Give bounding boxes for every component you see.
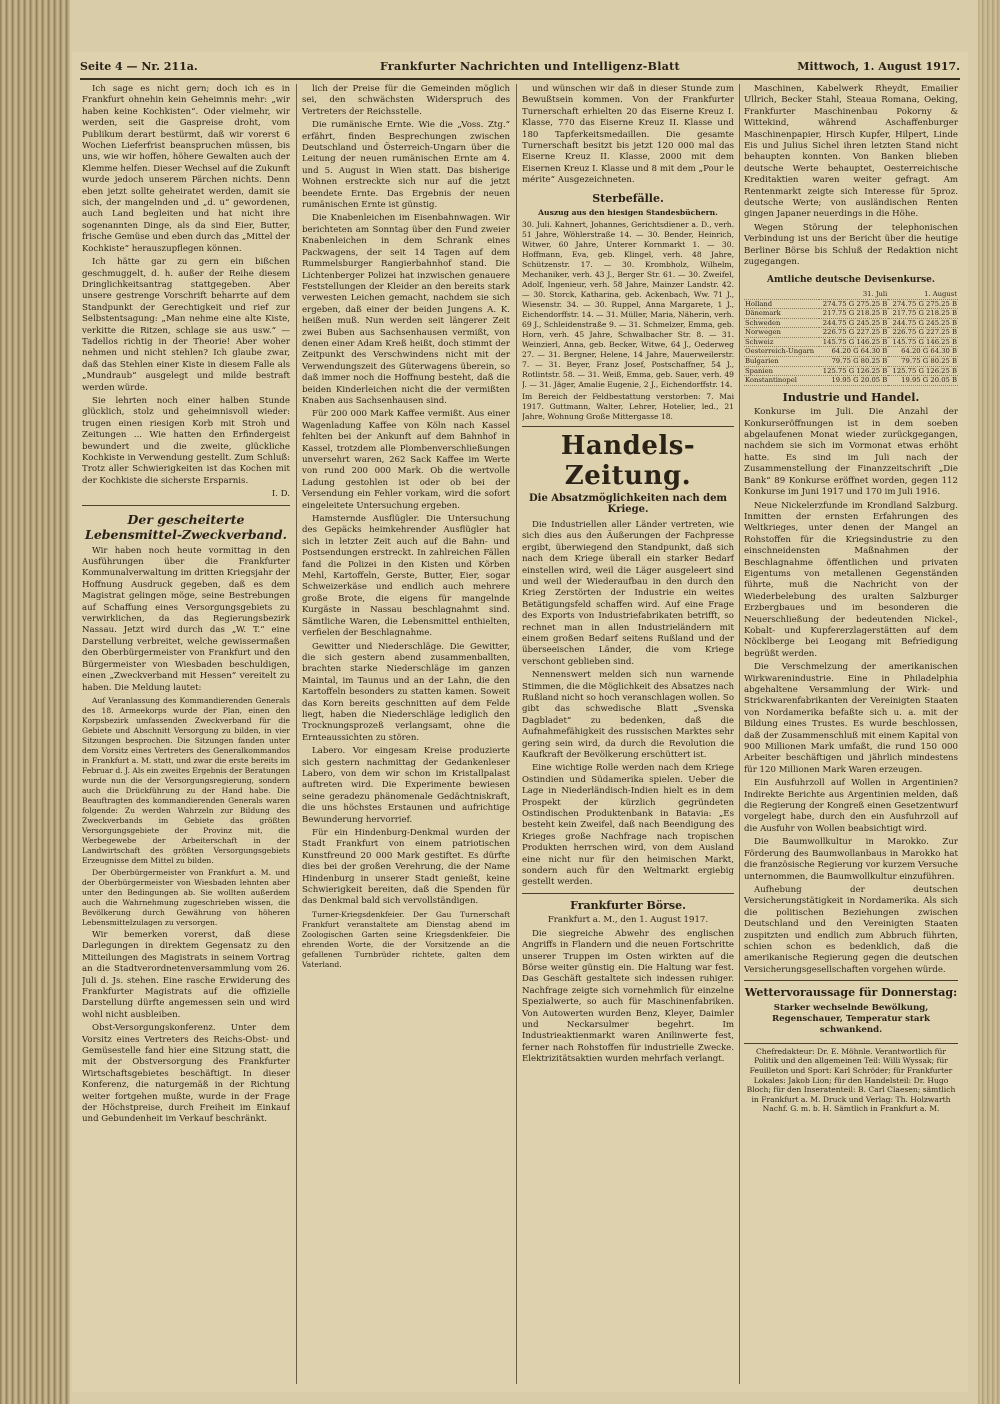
article-text: und wünschen wir daß in dieser Stunde zum Bewußtsein kommen. Von der Frankfurter Turnerschaft erhielten 20 das Eiserne Kreuz I. Klasse, 770 das Eiserne Kreuz II. Klasse und 180 Tapferkeitsmedaillen. Die gesamte Turnerschaft besitzt bis jetzt 120 000 mal das Eiserne Kreuz II. Klasse, 2000 mit dem Eisernen Kreuz I. Klasse und 8 mit dem „Pour le mérite“ Ausgezeichneten.: [522, 84, 734, 186]
column-1: [82, 84, 290, 1384]
deaths-note: Im Bereich der Feldbestattung verstorben: 7. Mai 1917. Guttmann, Walter, Lehrer, Hotelier, led., 21 Jahre, Wohnung Große Mittergasse 18.: [522, 392, 734, 422]
exchange-rate: 274.75 G 275.25 B: [819, 299, 889, 309]
article-text: Die Baumwollkultur in Marokko. Zur Förderung des Baumwollanbaus in Marokko hat die französische Regierung vor kurzem Versuche unternommen, die Baumwollkultur einzuführen.: [744, 837, 958, 882]
table-header: [744, 290, 819, 299]
table-row: [744, 309, 958, 319]
article-signature: I. D.: [271, 489, 290, 500]
book-binding: [0, 0, 70, 1404]
exchange-rate: 217.75 G 218.25 B: [888, 309, 958, 319]
article-text: Hamsternde Ausflügler. Die Untersuchung des Gepäcks heimkehrender Ausflügler hat sich in letzter Zeit auch auf die Bahn- und Postsendungen erstreckt. In zahlreichen Fällen fand die Polizei in den Kisten und Körben Mehl, Kartoffeln, Gerste, Butter, Eier, sogar Schweizerkäse und endlich auch mehrere große Brote, die eigens für mangelnde Kurgäste in Nassau beschlagnahmt sind. Sämtliche Waren, die Lebensmittel enthielten, verfielen der Beschlagnahme.: [302, 514, 510, 639]
article-text: Maschinen, Kabelwerk Rheydt, Emailier Ullrich, Becker Stahl, Steaua Romana, Oeking, Frankfurter Maschinenbau Pokorny & Wittekind, während Aschaffenburger Maschinenpapier, Hirsch Kupfer, Hilpert, Linde Eis und Julius Sichel ihren letzten Stand nicht behaupten konnten. Von Banken blieben deutsche Werte behauptet, Oesterreichische Kreditaktien waren weiter gefragt. Am Rentenmarkt zeigte sich Interesse für 5proz. deutsche Werte; von ausländischen Renten gingen Japaner neuerdings in die Höhe.: [744, 84, 958, 220]
exchange-rate: 274.75 G 275.25 B: [888, 299, 958, 309]
table-row: [744, 357, 958, 367]
article-headline: Die Absatzmöglichkeiten nach dem Kriege.: [528, 493, 728, 516]
article-text: Nennenswert melden sich nun warnende Stimmen, die die Möglichkeit des Absatzes nach Rußland nicht so hoch veranschlagen wollen. So gibt das schwedische Blatt „Svenska Dagbladet“ zu bedenken, daß die Aufnahmefähigkeit des russischen Marktes sehr gering sein wird, da durch die Revolution die Kaufkraft der Bevölkerung erschüttert ist.: [522, 670, 734, 760]
devisen-table: [744, 290, 958, 386]
table-row: [744, 318, 958, 328]
currency-name: Norwegen: [744, 328, 819, 338]
article-text: Labero. Vor eingesam Kreise produzierte sich gestern nachmittag der Gedankenleser Labero, von dem wir schon im Kristallpalast auftreten wird. Die Experimente bewiesen seine geradezu phänomenale Gedächtniskraft, die uns höchstes Erstaunen und aufrichtige Bewunderung hervorrief.: [302, 746, 510, 825]
deaths-subtitle: Auszug aus den hiesigen Standesbüchern.: [538, 208, 718, 218]
article-text: Sie lehrten noch einer halben Stunde glücklich, stolz und geheimnisvoll wieder: trugen einen riesigen Korb mit Stroh und Zeitungen ... Wie hatten den Erfindergeist bewundert und die zweite, glückliche Kochkiste in Verwendung gestellt. Zum Schluß: Trotz aller Schwierigkeiten ist das Kochen mit der Kochkiste die sicherste Ersparnis.: [82, 395, 290, 486]
currency-name: Bulgarien: [744, 357, 819, 367]
article-text: Gewitter und Niederschläge. Die Gewitter, die sich gestern abend zusammenballten, brachten starke Niederschläge im ganzen Maintal, im Taunus und an der Lahn, die den Kartoffeln besonders zu statten kamen. Soweit das Korn bereits geschnitten auf dem Felde liegt, haben die Niederschläge lediglich den Trocknungsprozeß verlangsamt, ohne die Ernteaussichten zu stören.: [302, 641, 510, 743]
table-row: [744, 366, 958, 376]
article-text: Ich sage es nicht gern; doch ich es in Frankfurt ohnehin kein Geheimnis mehr: „wir haben keine Kochkisten“. Oder vielmehr, wir werden, seit die Gaspreise droht, vom Publikum derart bestürmt, daß wir vorerst 6 Wochen Lieferfrist beanspruchen müssen, bis uns, wie wir hoffen, höhere Gewalten auch der Klemme helfen. Dieser Wechsel auf die Zukunft wurde jedoch unserem Pärchen nichts. Denn eben jetzt sollte geheiratet werden, damit sie sich, der mangelnden und „d. u“ gewordenen, auch Land begleiten und hat nicht ihre sogenannten Dinge, als da sind Eier, Butter, frische Gemüse und eben durch das „Mittel der Kochkiste“ herauszupflegen können.: [82, 84, 290, 254]
imprint: Chefredakteur: Dr. E. Möhnle. Verantwortlich für Politik und den allgemeinen Teil: Willi Wyssak; für Feuilleton und Sport: Karl Schröder; für Frankfurter Lokales: Jakob Lion; für den Handelsteil: Dr. Hugo Bloch; für den Inseratenteil: B. Carl Claesen; sämtlich in Frankfurt a. M. Druck und Verlag: Th. Holzwarth Nachf. G. m. b. H. Sämtlich in Frankfurt a. M.: [744, 1043, 958, 1114]
section-heading-deaths: Sterbefälle.: [592, 191, 664, 205]
exchange-rate: 244.75 G 245.25 B: [819, 318, 889, 328]
article-text: Obst-Versorgungskonferenz. Unter dem Vorsitz eines Vertreters des Reichs-Obst- und Gemüsestelle fand hier eine Sitzung statt, die mit der Obstversorgung des Frankfurter Wirtschaftsgebietes beschäftigt. In dieser Konferenz, die naturgemäß in der Richtung weiter fortgehen mußte, wurde in der Frage der Höchstpreise, durch Freiheit im Einkauf und Gebundenheit im Verkauf beschränkt.: [82, 1023, 290, 1125]
table-header: 31. Juli: [819, 290, 889, 299]
currency-name: Holland: [744, 299, 819, 309]
exchange-rate: 79.75 G 80.25 B: [819, 357, 889, 367]
article-text: lich der Preise für die Gemeinden möglich sei, den schwächsten Widerspruch des Vertreters der Reichsstelle.: [302, 84, 510, 117]
section-title-handels-zeitung: Handels-Zeitung.: [560, 431, 696, 492]
article-text: Ein Ausfuhrzoll auf Wollen in Argentinien? Indirekte Berichte aus Argentinien melden, daß die Regierung der Kongreß einen Gesetzentwurf vorgelegt habe, durch den ein Ausfuhrzoll auf die Ausfuhr von Wollen beabsichtigt wird.: [744, 778, 958, 834]
table-row: [744, 337, 958, 347]
masthead-rule: [80, 78, 960, 80]
weather-forecast: Starker wechselnde Bewölkung, Regenschauer, Temperatur stark schwankend.: [772, 1002, 930, 1036]
article-text: Eine wichtige Rolle werden nach dem Kriege Ostindien und Südamerika spielen. Ueber die Lage in Niederländisch-Indien hielt es in dem Prospekt der kürzlich gegründeten Ostindischen Produktenbank in Batavia: „Es besteht kein Zweifel, daß nach Beendigung des Krieges große Nachfrage nach tropischen Produkten herrschen wird, von dem Ausland eine nicht nur für den heimischen Markt, sondern auch für den Weltmarkt ergiebig gestellt werden.: [522, 763, 734, 888]
column-2: [302, 84, 510, 1384]
article-text: Die siegreiche Abwehr des englischen Angriffs in Flandern und die neuen Fortschritte unserer Truppen im Osten wirkten auf die Börse weiter günstig ein. Die Haltung war fest. Das Geschäft gestaltete sich indessen ruhiger. Nachfrage zeigte sich vornehmlich für einzelne Spezialwerte, so auch für Maschinenfabriken. Von Autowerten wurden Benz, Kleyer, Daimler und Neckarsulmer begehrt. Im Industrieaktienmarkt waren Anilinwerte fest, ferner nach Rohstoffen für industrielle Zwecke. Elektrizitätsaktien wurden mehrfach verlangt.: [522, 928, 734, 1065]
article-headline: Der gescheiterte Lebensmittel-Zweckverband.: [85, 511, 287, 542]
article-text: Aufhebung der deutschen Versicherungstätigkeit in Nordamerika. Als sich die politischen Beziehungen zwischen Deutschland und den Vereinigten Staaten zuspitzten und endlich zum Abbruch führten, schien schon es bedenklich, daß die amerikanische Regierung gegen die deutschen Versicherungsgesellschaften vorgehen würde.: [744, 884, 958, 975]
weather-title: Wettervoraussage für Donnerstag:: [744, 986, 958, 1000]
article-text: Der Oberbürgermeister von Frankfurt a. M. und der Oberbürgermeister von Wiesbaden lehnten aber unter den Bedingungen ab. Sie wollten außerdem auch die Wahrnehmung zugeschrieben wissen, die Bevölkerung durch Gewährung von höheren Lebensmittelzulagen zu versorgen.: [82, 867, 290, 927]
issue-date: Mittwoch, 1. August 1917.: [797, 60, 960, 73]
deaths-list: [522, 208, 734, 422]
article-text: Wir bemerken vorerst, daß diese Darlegungen in direktem Gegensatz zu den Mitteilungen des Magistrats in seinem Vortrag an die Stadtverordnetenversammlung vom 26. Juli d. Js. stehen. Eine rasche Erwiderung des Frankfurter Magistrats auf die offizielle Darstellung dürfte angemessen sein und wird wohl nicht ausbleiben.: [82, 929, 290, 1020]
exchange-rate: 226.75 G 227.25 B: [819, 328, 889, 338]
article-text: Konkurse im Juli. Die Anzahl der Konkurseröffnungen ist in dem soeben abgelaufenen Monat wieder zurückgegangen, nachdem sie sich im Vormonat etwas erhöht hatte. Es sind im Juli nach der Zusammenstellung der Finanzzeitschrift „Die Bank“ 89 Konkurse eröffnet worden, gegen 112 Konkurse im Juni 1917 und 170 im Juli 1916.: [744, 407, 958, 498]
exchange-rate: 64.20 G 64.30 B: [888, 347, 958, 357]
table-row: [744, 328, 958, 338]
section-heading-boerse: Frankfurter Börse.: [570, 898, 686, 912]
divider: [522, 893, 734, 894]
exchange-rate: 125.75 G 126.25 B: [819, 366, 889, 376]
deaths-entries: 30. Juli. Kahnert, Johannes, Gerichtsdiener a. D., verh. 51 Jahre, Wöhlerstraße 14. — 30. Bender, Heinrich, Witwer, 60 Jahre, Unterer Kornmarkt 1. — 30. Hoffmann, Eva, geb. Klingel, verh. 48 Jahre, Schützenstr. 17. — 30. Krombholz, Wilhelm, Mechaniker, verh. 43 J., Berger Str. 61. — 30. Zweifel, Adolf, Ingenieur, verh. 58 Jahre, Mainzer Landstr. 42. — 30. Storck, Katharina, geb. Ackenbach, Ww. 71 J., Wiesenstr. 34. — 30. Ruppel, Anna Margarete, 1 J., Eichendorffstr. 14. — 31. Müller, Maria, Näherin, verh. 69 J., Schleidenstraße 9. — 31. Schmelzer, Emma, geb. Horn, verh. 45 Jahre, Schwalbacher Str. 8. — 31. Weinzierl, Anna, geb. Becker, Witwe, 64 J., Oederweg 27. — 31. Bergner, Helene, 14 Jahre, Mauerweilerstr. 7. — 31. Beyer, Franz Josef, Postschaffner, 54 J., Rotlintstr. 58. — 31. Weiß, Emma, geb. Sauer, verh. 49 J. — 31. Jäger, Amalie Eugenie, 2 J., Eichendorffstr. 14.: [522, 220, 734, 390]
article-text: Für 200 000 Mark Kaffee vermißt. Aus einer Wagenladung Kaffee von Köln nach Kassel fehlten bei der Ankunft auf dem Bahnhof in Kassel, trotzdem alle Plombenverschließungen unversehrt waren, 262 Sack Kaffee im Werte von rund 200 000 Mark. Ob die wertvolle Ladung gestohlen ist oder ob bei der Versendung ein Fehler vorkam, wird die sofort eingeleitete Untersuchung ergeben.: [302, 409, 510, 511]
divider: [744, 980, 958, 981]
exchange-rate: 145.75 G 146.25 B: [819, 337, 889, 347]
article-text: Für ein Hindenburg-Denkmal wurden der Stadt Frankfurt von einem patriotischen Kunstfreund 20 000 Mark gestiftet. Es dürfte dies bei der großen Verehrung, die der Name Hindenburg in unserer Stadt genießt, keine Schwierigkeit bereiten, daß die Spenden für das Denkmal bald sich vervollständigen.: [302, 828, 510, 907]
page-number: Seite 4 — Nr. 211a.: [80, 60, 198, 73]
section-heading-industrie: Industrie und Handel.: [782, 390, 920, 404]
column-divider: [739, 84, 740, 1384]
exchange-rate: 19.95 G 20.05 B: [888, 376, 958, 386]
divider: [82, 505, 290, 506]
column-divider: [296, 84, 297, 1384]
currency-name: Oesterreich-Ungarn: [744, 347, 819, 357]
column-3: [522, 84, 734, 1384]
table-header: 1. August: [888, 290, 958, 299]
currency-name: Schweden: [744, 318, 819, 328]
article-text: Die Verschmelzung der amerikanischen Wirkwarenindustrie. Eine in Philadelphia abgehaltene Versammlung der Wirk- und Strickwarenfabrikanten der Vereinigten Staaten von Nordamerika befaßte sich u. a. mit der Bildung eines Trustes. Es wurde beschlossen, daß der Zusammenschluß mit einem Kapital von 900 Millionen Mark umfaßt, die rund 150 000 Arbeiter beschäftigen und jährlich mindestens für 120 Millionen Mark Waren erzeugen.: [744, 662, 958, 775]
table-row: [744, 299, 958, 309]
table-header-row: [744, 290, 958, 299]
exchange-rate: 19.95 G 20.05 B: [819, 376, 889, 386]
currency-name: Dänemark: [744, 309, 819, 319]
exchange-rate: 79.75 G 80.25 B: [888, 357, 958, 367]
devisen-title: Amtliche deutsche Devisenkurse.: [766, 274, 936, 285]
column-4: [744, 84, 958, 1384]
article-text: Ich hätte gar zu gern ein bißchen geschmuggelt, d. h. außer der Reihe diesem Dringlichkeitsantrag stattgegeben. Aber unsere gestrenge Vorschrift beharrte auf dem Standpunkt der Gerechtigkeit und rief zur Selbstentsagung: „Man nehme eine alte Kiste, verkitte die Ritzen, schlage sie aus usw.“ — Tadellos richtig in der Theorie! Aber woher nehmen und nicht stehlen? Ich glaube zwar, daß das Stehlen einer Kiste in diesem Falle als „Mundraub“ ausgelegt und milde bestraft werden würde.: [82, 257, 290, 393]
page-edge: [978, 0, 1000, 1404]
article-text: Neue Nickelerzfunde im Krondland Salzburg. Inmitten der ernsten Erfahrungen des Weltkrieges, unter denen der Mangel an Rohstoffen für die Kriegsindustrie zu den einschneidensten Maßnahmen der Beschlagnahme öffentlichen und privaten Eigentums von metallenen Gegenständen führte, muß die Nachricht von der Wiederbelebung des uralten Salzburger Erzbergbaues und im besonderen die Neuerschließung der bedeutenden Nickel-, Kobalt- und Kupfererzlagerstätten auf dem Nöcklberge bei Leogang mit Befriedigung begrüßt werden.: [744, 500, 958, 659]
column-divider: [516, 84, 517, 1384]
article-text: Die Industriellen aller Länder vertreten, wie sich dies aus den Äußerungen der Fachpresse ergibt, überwiegend den Standpunkt, daß sich nach dem Kriege überall ein starker Bedarf einstellen wird, weil die Läger ausgeleert sind und weil der Wiederaufbau in den durch den Krieg Zerstörten der Industrie ein weites Betätigungsfeld schaffen wird. Auf eine Frage des Exports von Industriefabrikaten betrifft, so rechnet man in allen Industrieländern mit einem großen Bedarf seitens Rußland und der überseeischen Länder, die vom Kriege verschont geblieben sind.: [522, 519, 734, 667]
currency-name: Konstantinopel: [744, 376, 819, 386]
exchange-rate: 244.75 G 245.25 B: [888, 318, 958, 328]
newspaper-title: Frankfurter Nachrichten und Intelligenz-Blatt: [380, 60, 680, 73]
article-text: Turner-Kriegsdenkfeier. Der Gau Turnerschaft Frankfurt veranstaltete am Dienstag abend im Zoologischen Garten seine Kriegsdenkfeier. Die ehrenden Worte, die der Vorsitzende an die gefallenen Turnbrüder richtete, galten dem Vaterland.: [302, 909, 510, 969]
exchange-rate: 226.75 G 227.25 B: [888, 328, 958, 338]
currency-name: Schweiz: [744, 337, 819, 347]
exchange-rate: 64.20 G 64.30 B: [819, 347, 889, 357]
article-text: Wegen Störung der telephonischen Verbindung ist uns der Bericht über die heutige Berliner Börse bis Schluß der Redaktion nicht zugegangen.: [744, 222, 958, 268]
article-text: Die rumänische Ernte. Wie die „Voss. Ztg.“ erfährt, finden Besprechungen zwischen Deutschland und Österreich-Ungarn über die Leitung der neuen rumänischen Ernte am 4. und 5. August in Wien statt. Das bisherige Wohnen erstreckte sich nur auf die jetzt beendete Ernte. Das Ergebnis der neuen rumänischen Ernte ist günstig.: [302, 120, 510, 211]
table-row: [744, 347, 958, 357]
table-row: [744, 376, 958, 386]
article-text: Wir haben noch heute vormittag in den Ausführungen über die Frankfurter Kommunalverwaltung im dritten Kriegsjahr der Hoffnung Ausdruck gegeben, daß es dem Magistrat gelingen möge, seine Bestrebungen auf Schaffung eines Versorgungsgebiets zu verwirklichen, da das Regierungsbezirk Nassau. Jetzt wird durch das „W. T.“ eine Darstellung verbreitet, welche gewissermaßen den Oberbürgermeister von Frankfurt und den Bürgermeister von Wiesbaden beschuldigen, einen „Zweckverband mit Hessen“ vereitelt zu haben. Die Meldung lautet:: [82, 545, 290, 693]
article-text: Die Knabenleichen im Eisenbahnwagen. Wir berichteten am Sonntag über den Fund zweier Knabenleichen in dem Schrank eines Packwagens, der seit 14 Tagen auf dem Rummelsburger Rangierbahnhof stand. Die Lichtenberger Polizei hat inzwischen genauere Feststellungen der Kleider an den bereits stark verwesten Leichen gemacht, nachdem sie sich ergeben, daß einer der beiden Jungens A. K. heißen muß. Nun werden seit längerer Zeit zwei Buben aus Sachsenhausen vermißt, von denen einer Adam Kreß heißt, doch stimmt der Zeitpunkt des Verschwindens nicht mit der Verwendungszeit des Güterwagens überein, so daß immer noch die Hoffnung besteht, daß die beiden Kinderleichen nicht die der vermißten Knaben aus Sachsenhausen sind.: [302, 213, 510, 406]
exchange-rate: 145.75 G 146.25 B: [888, 337, 958, 347]
boerse-dateline: Frankfurt a. M., den 1. August 1917.: [547, 915, 709, 926]
exchange-rate: 125.75 G 126.25 B: [888, 366, 958, 376]
article-text: Auf Veranlassung des Kommandierenden Generals des 18. Armeekorps wurde der Plan, einen den Korpsbezirk umfassenden Zweckverband für die Gebiete und Abschnitt Versorgung zu bilden, in vier Sitzungen besprochen. Die Sitzungen fanden unter dem Vorsitz eines Vertreters des Generalkommandos in Frankfurt a. M. statt, und zwar die erste bereits im Februar d. J. Als ein zweites Ergebnis der Beratungen wurde nun die der Versorgungsregierung, sondern auch die Drückführung zu der Hand habe. Die Beauftragten des kommandierenden Generals waren folgende: Zu werden Wahrzeln zur Bildung des Zweckverbands im Gebiete das größten Versorgungsgebiete der Provinz mit, die Werbegewebe der Arbeiterschaft in der Landwirtschaft des größten Versorgungsgebiets Erzeugnisse dem Mittel zu bilden.: [82, 695, 290, 865]
divider: [522, 426, 734, 427]
masthead: [80, 60, 960, 78]
exchange-rate: 217.75 G 218.25 B: [819, 309, 889, 319]
currency-name: Spanien: [744, 366, 819, 376]
